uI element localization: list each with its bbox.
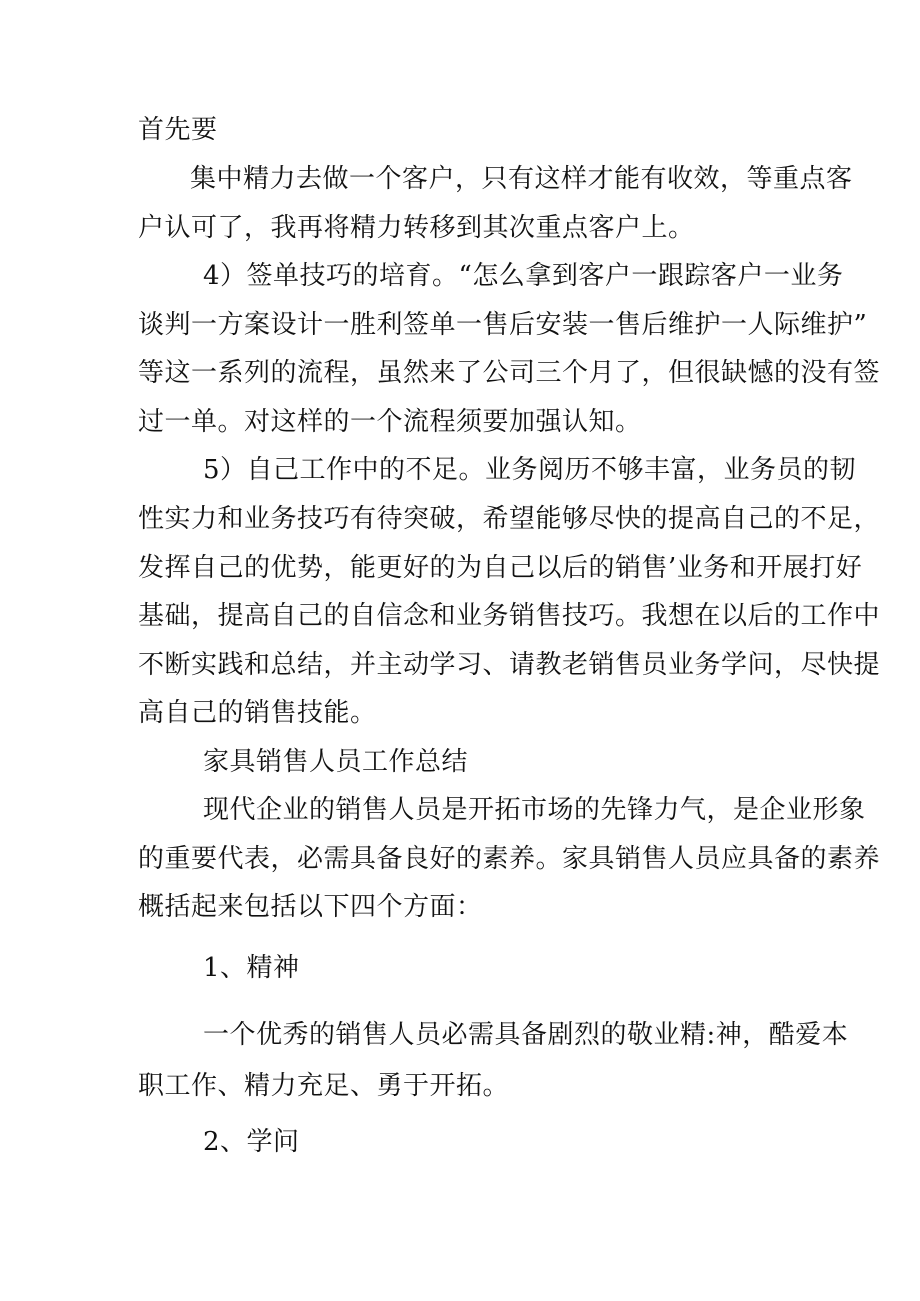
text-line: 谈判一方案设计一胜利签单一售后安装一售后维护一人际维护”: [138, 310, 868, 340]
text-line: 职工作、精力充足、勇于开拓。: [138, 1071, 510, 1101]
text-line: 发挥自己的优势，能更好的为自己以后的销售’业务和开展打好: [138, 553, 863, 583]
paragraph-line: 现代企业的销售人员是开拓市场的先锋力气，是企业形象: [203, 795, 866, 825]
text-line: 不断实践和总结，并主动学习、请教老销售员业务学问，尽快提: [138, 650, 881, 680]
text-line: 过一单。对这样的一个流程须要加强认知。: [138, 407, 642, 437]
paragraph-line: 5）自己工作中的不足。业务阅历不够丰富，业务员的韧: [203, 455, 857, 485]
text-line: 首先要: [138, 115, 218, 145]
text-line: 户认可了，我再将精力转移到其次重点客户上。: [138, 213, 695, 243]
paragraph-line: 集中精力去做一个客户，只有这样才能有收效，等重点客: [190, 164, 853, 194]
paragraph-line: 4）签单技巧的培育。“怎么拿到客户一跟踪客户一业务: [203, 261, 844, 291]
text-line: 等这一系列的流程，虽然来了公司三个月了，但很缺憾的没有签: [138, 358, 881, 388]
text-line: 的重要代表，必需具备良好的素养。家具销售人员应具备的素养: [138, 844, 881, 874]
text-line: 基础，提高自己的自信念和业务销售技巧。我想在以后的工作中: [138, 601, 881, 631]
paragraph-line: 一个优秀的销售人员必需具备剧烈的敬业精:神，酷爱本: [203, 1020, 849, 1050]
subsection-heading: 2、学问: [203, 1127, 300, 1157]
text-line: 高自己的销售技能。: [138, 698, 377, 728]
section-heading: 家具销售人员工作总结: [203, 747, 469, 777]
subsection-heading: 1、精神: [203, 953, 300, 983]
text-line: 概括起来包括以下四个方面：: [138, 892, 483, 922]
text-line: 性实力和业务技巧有待突破，希望能够尽快的提高自己的不足，: [138, 504, 881, 534]
